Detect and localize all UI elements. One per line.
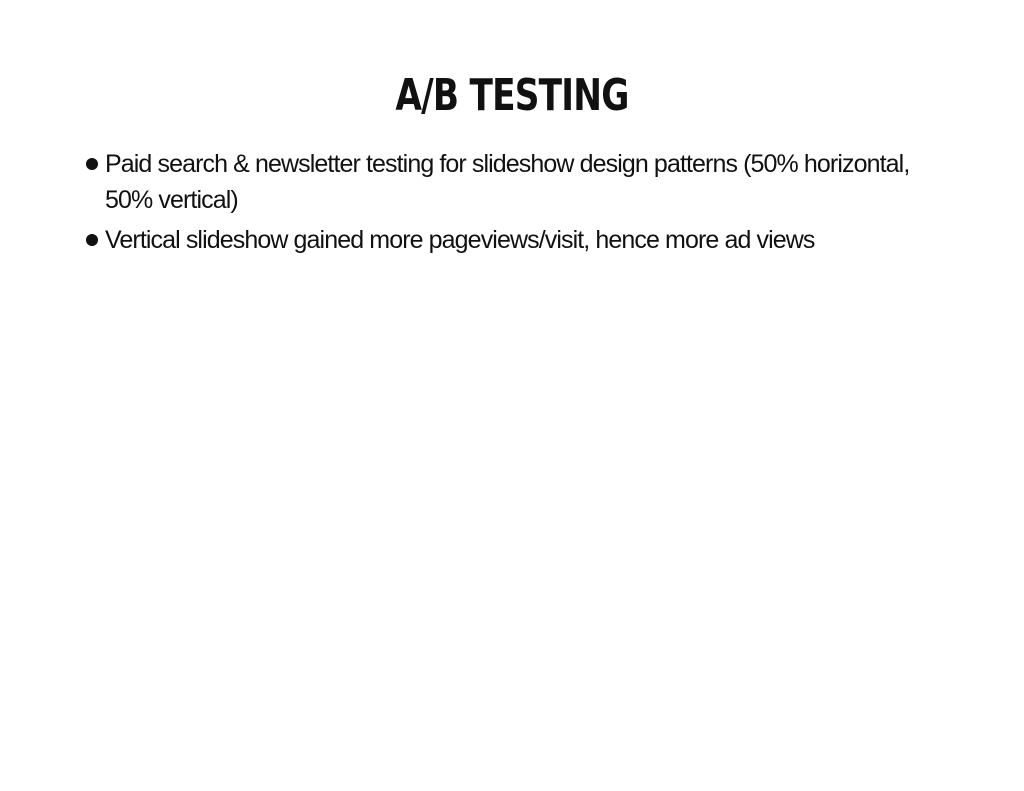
bullet-item — [86, 222, 946, 258]
bullet-dot-icon — [86, 158, 98, 170]
bullet-dot-icon — [86, 234, 98, 246]
bullet-text: Vertical slideshow gained more pageviews/visit, hence more ad views — [105, 226, 815, 254]
bullet-text: Paid search & newsletter testing for slideshow design patterns (50% horizontal, 50% vertical) — [105, 150, 910, 214]
bullet-item — [86, 146, 946, 218]
slide-title: A/B TESTING — [395, 70, 629, 121]
bullet-list — [86, 146, 946, 262]
